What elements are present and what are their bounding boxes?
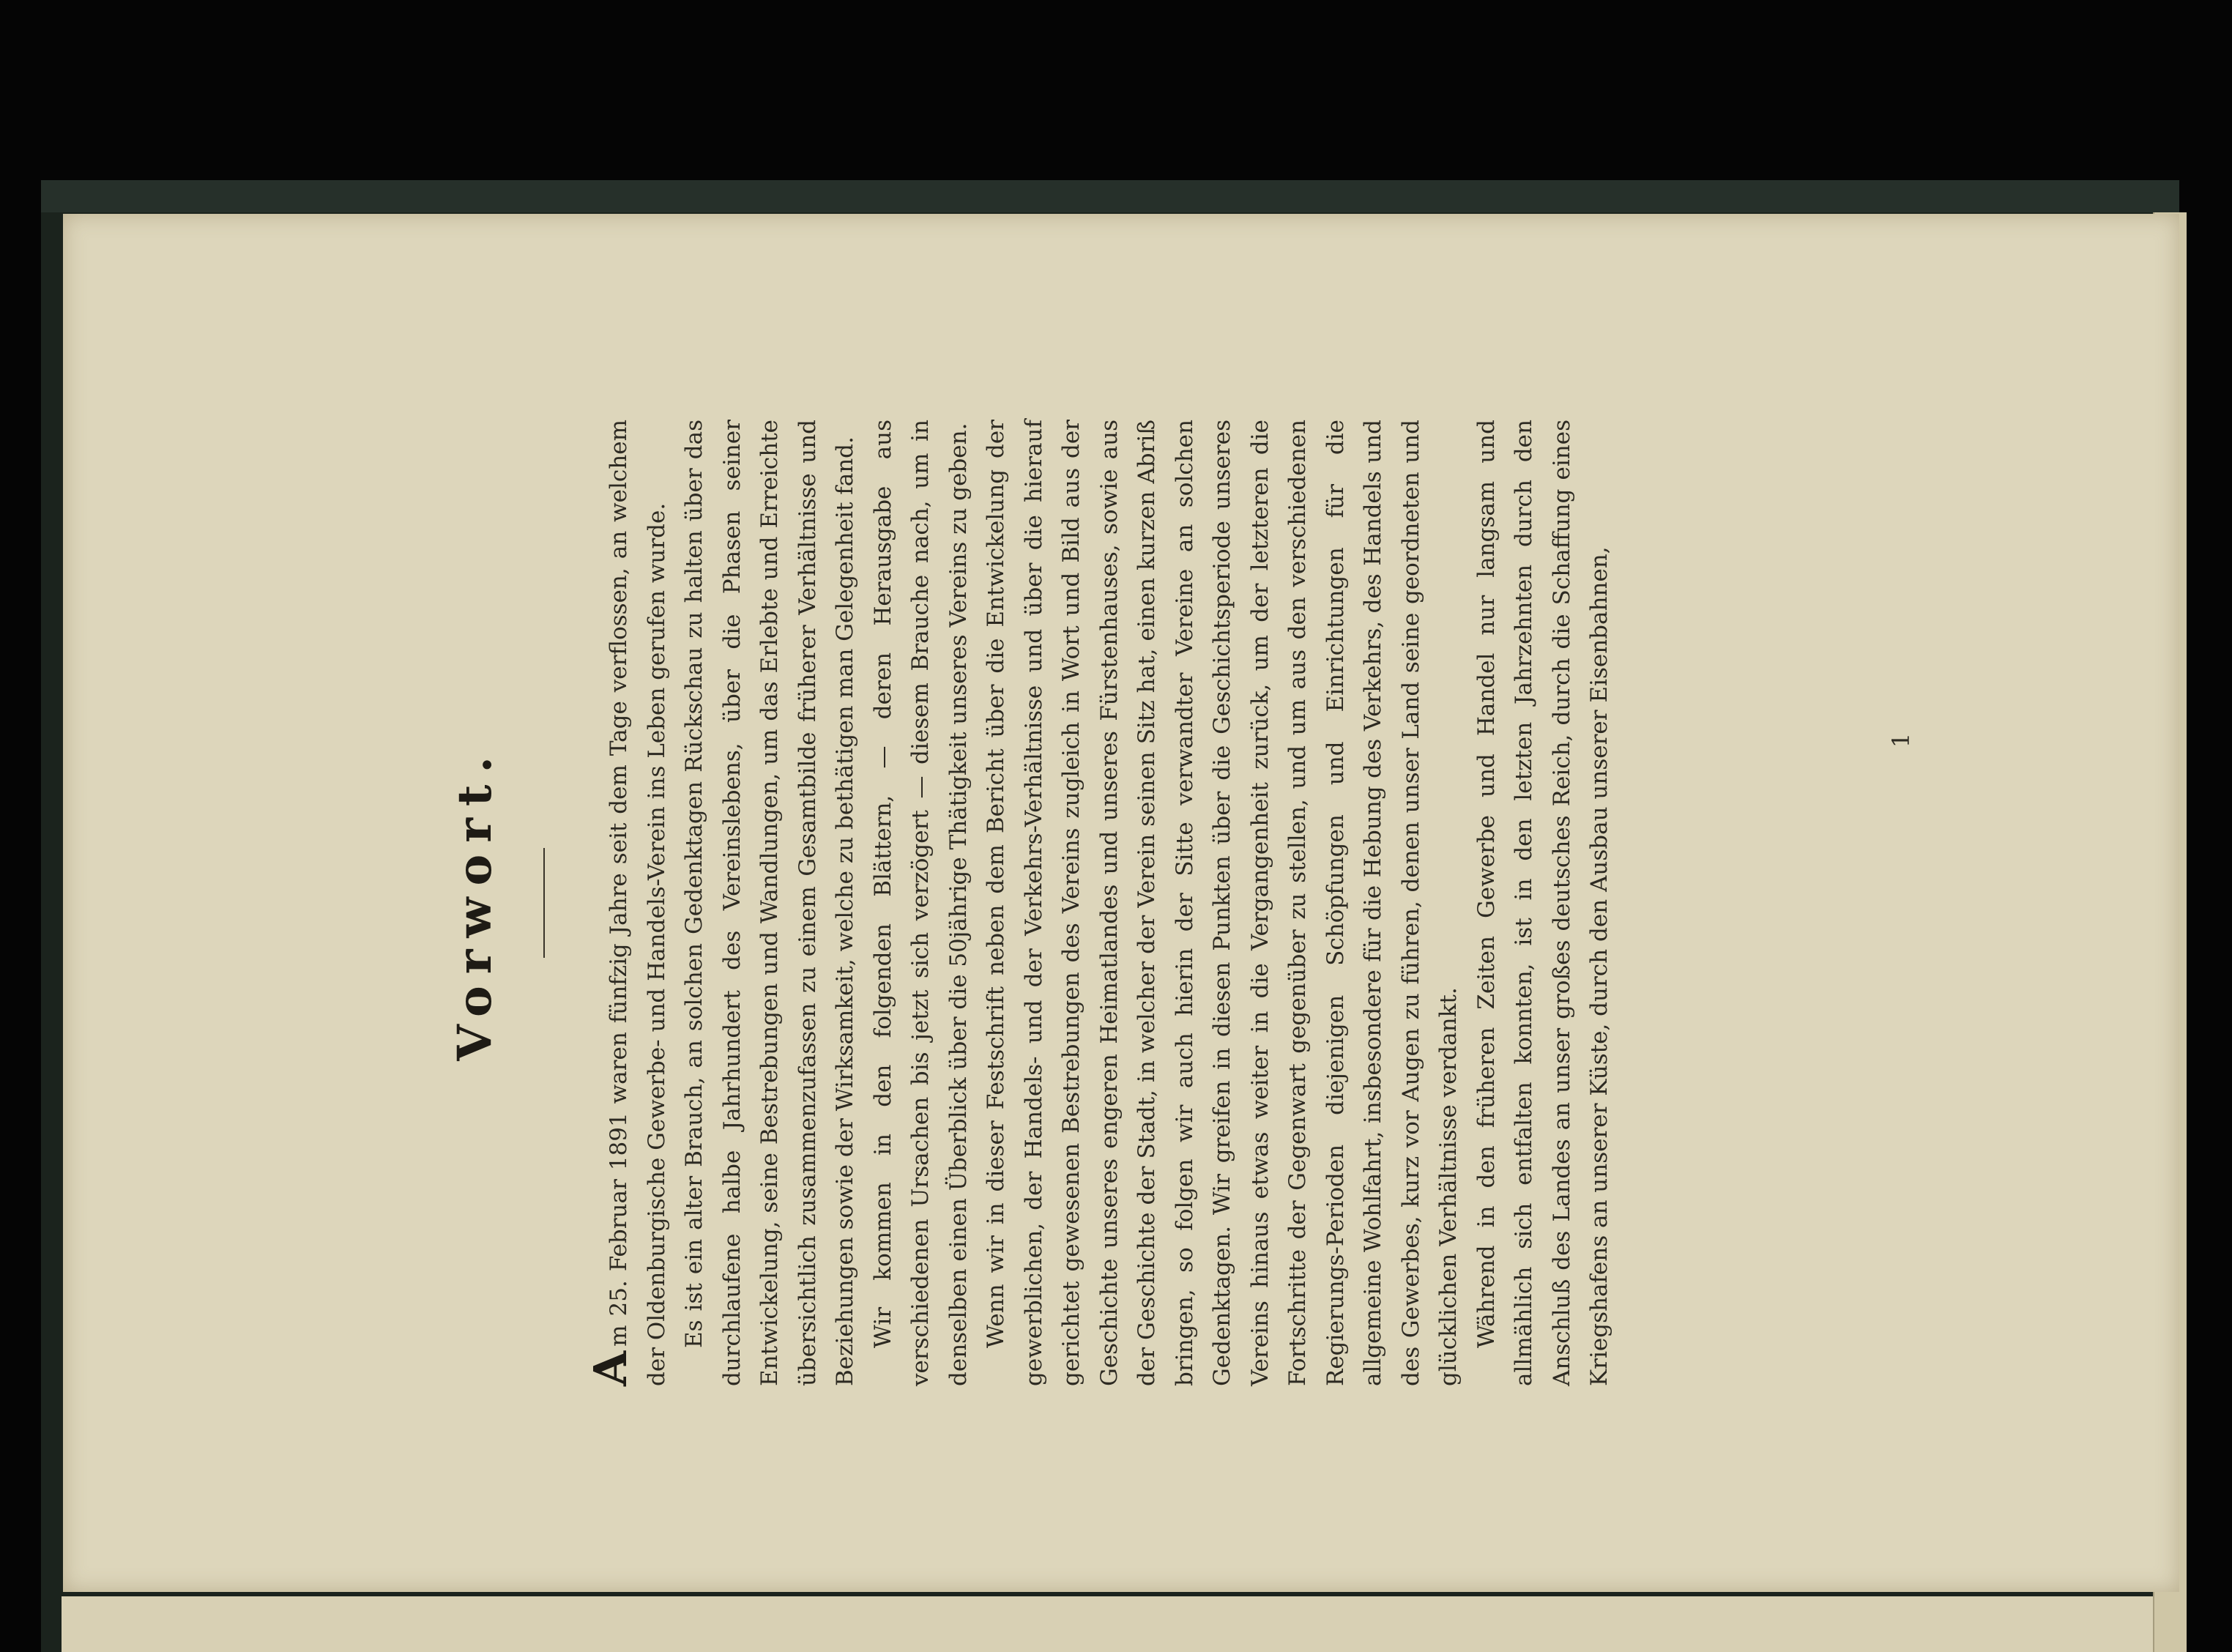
dropcap: A bbox=[584, 1350, 637, 1386]
cover-edge bbox=[41, 180, 2179, 212]
page-heading: Vorwort. bbox=[447, 745, 502, 1061]
paragraph-1-text: m 25. Februar 1891 waren fünfzig Jahre seit dem Tage verflossen, an welchem der Oldenburgische Gewerbe- und Handels-Verein ins Leben gerufen wurde. bbox=[606, 420, 670, 1386]
paragraph-2: Es ist ein alter Brauch, an solchen Gedenktagen Rückschau zu halten über das durchlaufene halbe Jahrhundert des Vereinslebens, über die Phasen seiner Entwickelung, seine Bestrebungen und Wandlungen, um das Erlebte und Erreichte übersichtlich zusammenzufassen zu einem Gesamtbilde früherer Verhältnisse und Beziehungen sowie der Wirksamkeit, welche zu bethätigen man Gelegenheit fand. bbox=[681, 420, 858, 1386]
page-text-block bbox=[308, 420, 1934, 1386]
paragraph-1 bbox=[584, 420, 676, 1386]
paragraph-3: Wir kommen in den folgenden Blättern, — deren Herausgabe aus verschiedenen Ursachen bis jetzt sich verzögert — diesem Brauche nach, um in denselben einen Überblick über die 50jährige Thätigkeit unseres Vereins zu geben. bbox=[869, 420, 972, 1386]
book-page bbox=[63, 214, 2179, 1592]
body-text bbox=[584, 420, 1619, 1386]
page-number: 1 bbox=[1887, 732, 1916, 748]
paragraph-5: Während in den früheren Zeiten Gewerbe und Handel nur langsam und allmählich sich entfalten konnten, ist in den letzten Jahrzehnten durch den Anschluß des Landes an unser großes deutsches Reich, durch die Schaffung eines Kriegshafens an unserer Küste, durch den Ausbau unserer Eisenbahnen, bbox=[1473, 420, 1612, 1386]
paragraph-4: Wenn wir in dieser Festschrift neben dem Bericht über die Entwickelung der gewerblichen, der Handels- und der Verkehrs-Verhältnisse und über die hierauf gerichtet gewesenen Bestrebungen des Vereins zugleich in Wort und Bild aus der Geschichte unseres engeren Heimatlandes und unseres Fürstenhauses, sowie aus der Geschichte der Stadt, in welcher der Verein seinen Sitz hat, einen kurzen Abriß bringen, so folgen wir auch hierin der Sitte verwandter Vereine an solchen Gedenktagen. Wir greifen in diesen Punkten über die Geschichtsperiode unseres Vereins hinaus etwas weiter in die Vergangenheit zurück, um der letzteren die Fortschritte der Gegenwart gegenüber zu stellen, und um aus den verschiedenen Regierungs-Perioden diejenigen Schöpfungen und Einrichtungen für die allgemeine Wohlfahrt, insbesondere für die Hebung des Verkehrs, des Handels und des Gewerbes, kurz vor Augen zu führen, denen unser Land seine geordneten und glücklichen Verhältnisse verdankt. bbox=[983, 420, 1462, 1386]
heading-rule bbox=[543, 848, 545, 958]
lower-page-edge bbox=[62, 1596, 2185, 1652]
